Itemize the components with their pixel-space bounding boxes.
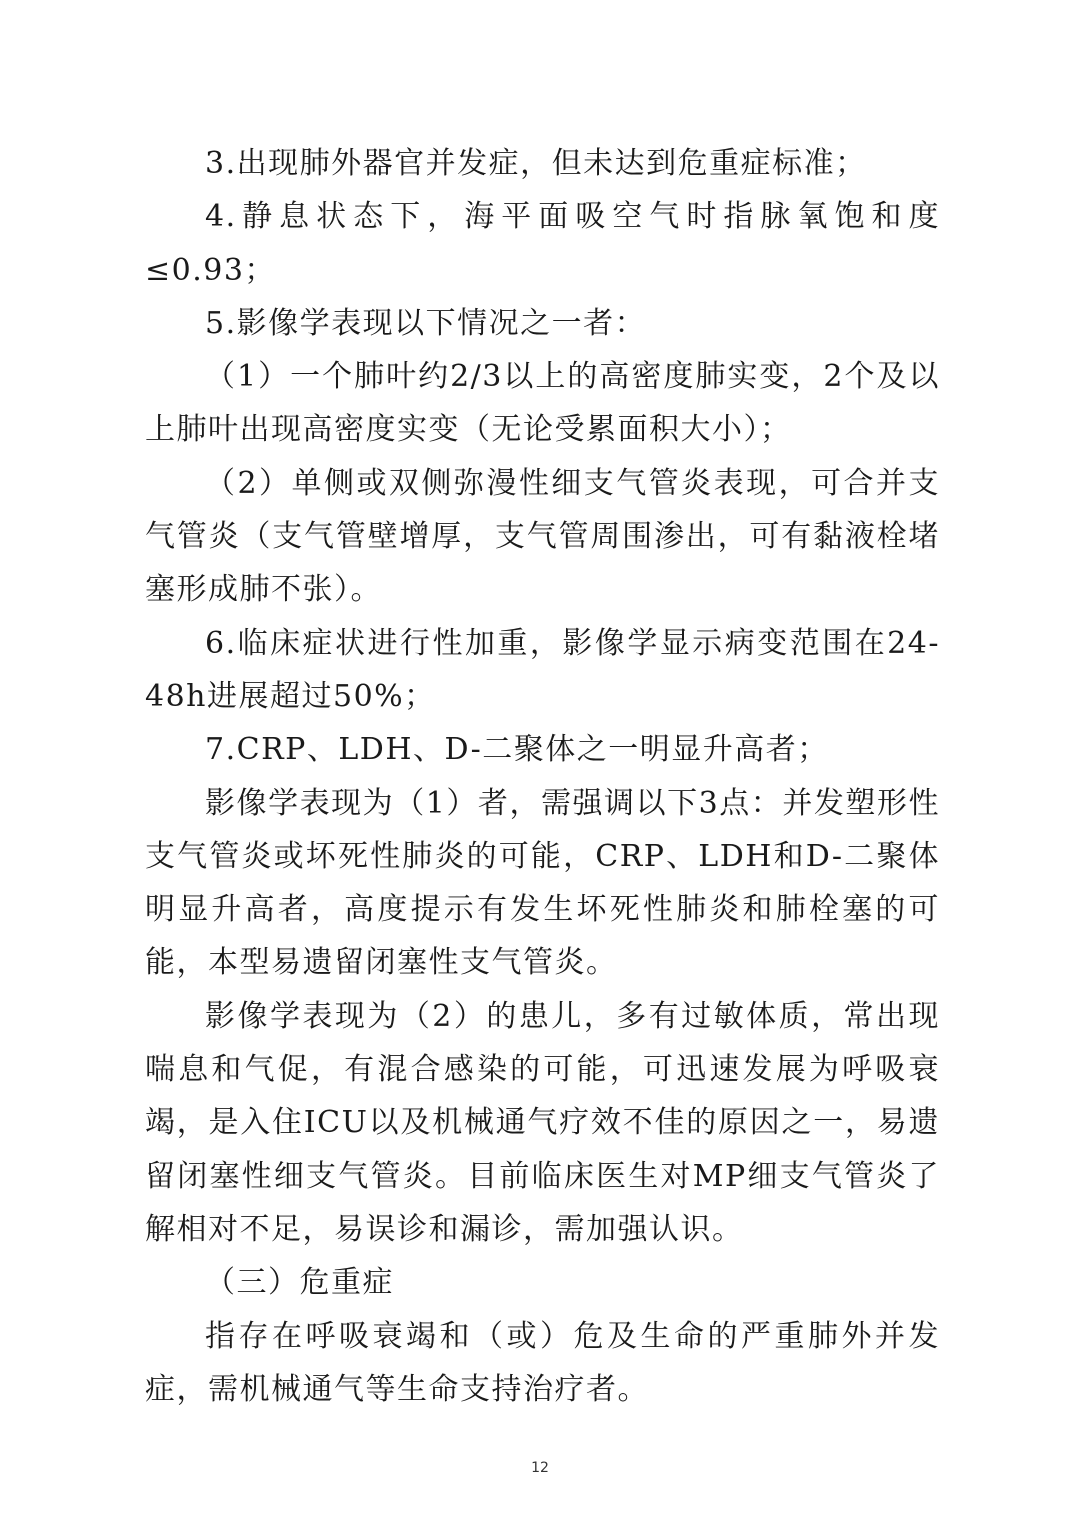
paragraph-item-4: 4.静息状态下，海平面吸空气时指脉氧饱和度≤0.93； [145, 199, 940, 288]
paragraph-imaging-type-2: 影像学表现为（2）的患儿，多有过敏体质，常出现喘息和气促，有混合感染的可能，可迅速发展为呼吸衰竭，是入住ICU以及机械通气疗效不佳的原因之一，易遗留闭塞性细支气管炎。目前临床医生对MP细支气管炎了解相对不足，易误诊和漏诊，需加强认识。 [145, 998, 940, 1247]
section-heading-critical: （三）危重症 [205, 1265, 394, 1301]
paragraph-subitem-2: （2）单侧或双侧弥漫性细支气管炎表现，可合并支气管炎（支气管壁增厚，支气管周围渗出，可有黏液栓堵塞形成肺不张）。 [145, 465, 940, 608]
paragraph-item-3: 3.出现肺外器官并发症，但未达到危重症标准； [205, 146, 867, 181]
page-number: 12 [531, 1460, 549, 1476]
paragraph-critical-definition: 指存在呼吸衰竭和（或）危及生命的严重肺外并发症，需机械通气等生命支持治疗者。 [145, 1318, 940, 1407]
paragraph-item-5: 5.影像学表现以下情况之一者： [205, 305, 647, 341]
document-body [145, 137, 940, 1416]
paragraph-subitem-1: （1）一个肺叶约2/3以上的高密度肺实变，2个及以上肺叶出现高密度实变（无论受累面积大小）； [145, 359, 940, 448]
paragraph-item-7: 7.CRP、LDH、D-二聚体之一明显升高者； [205, 732, 829, 768]
paragraph-item-6: 6.临床症状进行性加重，影像学显示病变范围在24-48h进展超过50%； [145, 625, 940, 714]
paragraph-imaging-type-1: 影像学表现为（1）者，需强调以下3点：并发塑形性支气管炎或坏死性肺炎的可能，CRP、LDH和D-二聚体明显升高者，高度提示有发生坏死性肺炎和肺栓塞的可能，本型易遗留闭塞性支气管炎。 [145, 785, 940, 981]
